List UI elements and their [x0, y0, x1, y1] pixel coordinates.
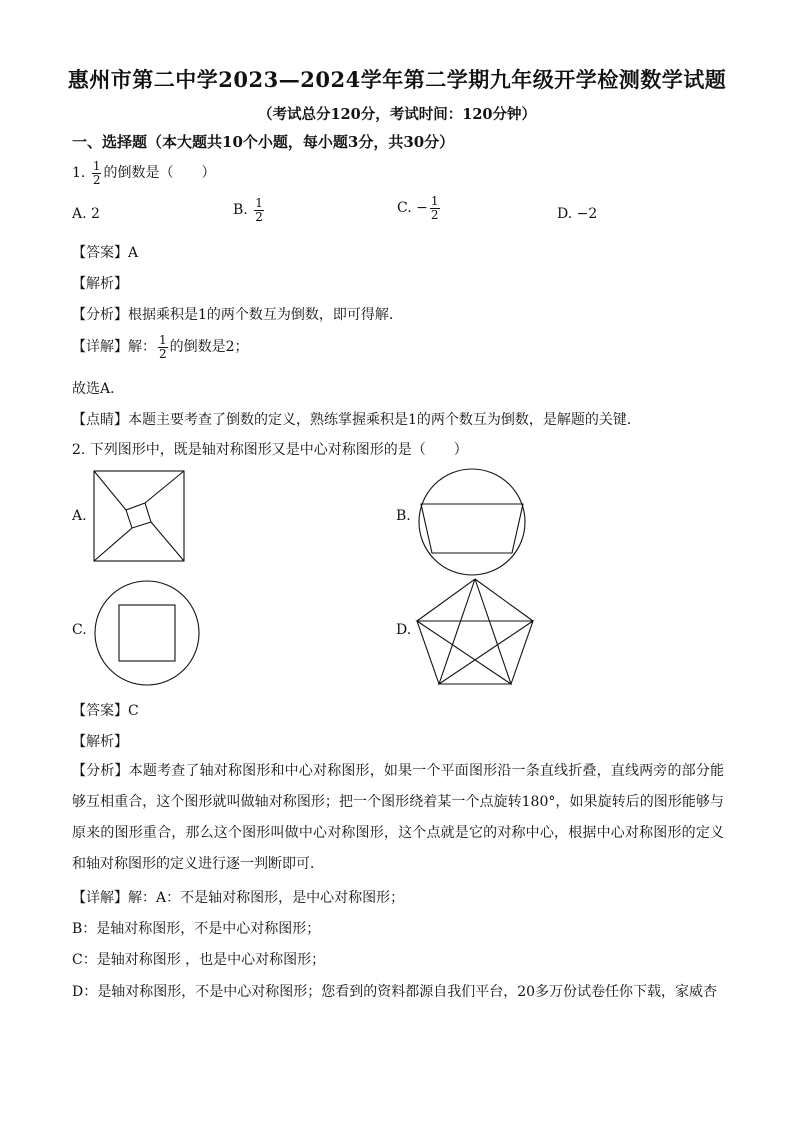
q1-number: 1. [72, 165, 86, 182]
q2-detail-c: C：是轴对称图形 ，也是中心对称图形； [72, 952, 326, 968]
q2-stem: 2. 下列图形中，既是轴对称图形又是中心对称图形的是（ ） [72, 442, 468, 458]
q2-option-c-label: C. [72, 622, 87, 638]
q1-option-b: B. $\frac{1}{2}$ [233, 196, 263, 224]
q2-option-a-label: A. [72, 508, 87, 524]
q2-option-d-label: D. [396, 622, 412, 638]
exam-info: （考试总分120分，考试时间：120分钟） [257, 106, 537, 123]
q1-stem-text: 的倒数是（ ） [103, 165, 216, 182]
q2-detail-d: D：是轴对称图形，不是中心对称图形；您看到的资料都源自我们平台，20多万份试卷任你下载，家威杏 [72, 984, 718, 1000]
q2-figure-d-pentagram [414, 576, 536, 688]
q1-analysis-label: 【解析】 [72, 276, 128, 292]
q1-stem [72, 160, 215, 186]
q2-answer: 【答案】C [72, 703, 139, 719]
q1-option-d: D. −2 [557, 206, 598, 222]
q1-conclusion: 故选A． [72, 381, 125, 397]
q2-figure-b-trapezoid-in-circle [416, 466, 528, 578]
q2-figure-a-pinwheel [93, 470, 186, 563]
q2-fenxi: 【分析】本题考查了轴对称图形和中心对称图形，如果一个平面图形沿一条直线折叠，直线两旁的部分能够互相重合，这个图形就叫做轴对称图形；把一个图形绕着某一个点旋转180°，如果旋转后的图形能够与原来的图形重合，那么这个图形叫做中心对称图形，这个点就是它的对称中心，根据中心对称图形的定义和轴对称图形的定义进行逐一判断即可． [72, 763, 725, 872]
q1-option-c: C. − $\frac{1}{2}$ [397, 194, 439, 222]
q1-dianjing: 【点睛】本题主要考查了倒数的定义，熟练掌握乘积是1的两个数互为倒数，是解题的关键． [72, 412, 641, 428]
q1-detail: 【详解】解： $\frac{1}{2}$ 的倒数是2； [72, 333, 249, 361]
section-heading: 一、选择题（本大题共10个小题，每小题3分，共30分） [72, 133, 455, 151]
q2-detail-b: B：是轴对称图形，不是中心对称图形； [72, 921, 321, 937]
q1-fraction: $\frac{1}{2}$ [92, 159, 101, 187]
q2-detail-a: 【详解】解：A：不是轴对称图形，是中心对称图形； [72, 890, 405, 906]
q1-fenxi: 【分析】根据乘积是1的两个数互为倒数，即可得解． [72, 307, 403, 323]
page-title: 惠州市第二中学2023—2024学年第二学期九年级开学检测数学试题 [67, 67, 727, 92]
q1-option-a: A. 2 [72, 206, 100, 222]
q2-analysis-label: 【解析】 [72, 734, 128, 750]
q1-answer: 【答案】A [72, 245, 139, 261]
q2-figure-c-square-in-circle [92, 578, 202, 688]
q2-option-b-label: B. [396, 508, 411, 524]
